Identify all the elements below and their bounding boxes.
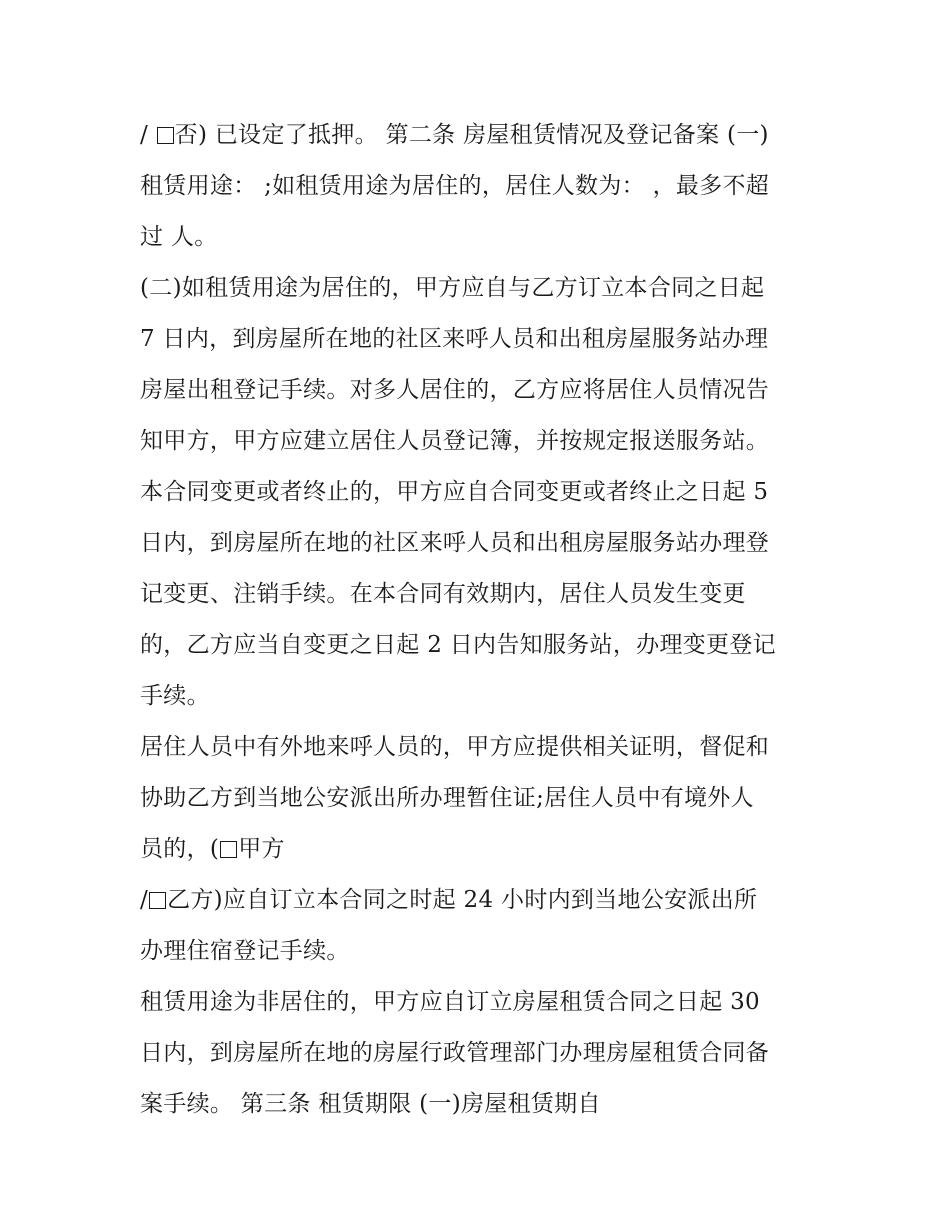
text-line (140, 467, 820, 518)
line-text: 员的，( (140, 836, 220, 862)
text-line (140, 722, 820, 773)
line-text: 协助乙方到当地公安派出所办理暂住证;居住人员中有境外人 (140, 785, 754, 811)
line-text: 否) 已设定了抵押。 第二条 房屋租赁情况及登记备案 (一) (174, 122, 769, 148)
line-text: 乙方)应自订立本合同之时起 24 小时内到当地公安派出所 (167, 887, 758, 913)
text-line (140, 110, 820, 161)
line-text: 日内，到房屋所在地的社区来呼人员和出租房屋服务站办理登 (140, 530, 770, 556)
line-text: (二)如租赁用途为居住的，甲方应自与乙方订立本合同之日起 (140, 275, 765, 301)
text-line (140, 824, 820, 875)
document-body (140, 110, 820, 1130)
line-text: / (140, 887, 149, 913)
text-line (140, 977, 820, 1028)
line-text: 日内，到房屋所在地的房屋行政管理部门办理房屋租赁合同备 (140, 1040, 770, 1066)
line-text: 居住人员中有外地来呼人员的，甲方应提供相关证明，督促和 (140, 734, 770, 760)
line-text: 租赁用途： ;如租赁用途为居住的，居住人数为： ，最多不超 (140, 173, 770, 199)
text-line (140, 671, 820, 722)
text-line (140, 620, 820, 671)
line-text: 房屋出租登记手续。对多人居住的，乙方应将居住人员情况告 (140, 377, 770, 403)
text-line (140, 365, 820, 416)
text-line (140, 518, 820, 569)
checkbox-icon (220, 841, 237, 858)
line-text: 甲方 (238, 836, 285, 862)
line-text: 过 人。 (140, 224, 218, 250)
line-text: 手续。 (140, 683, 210, 709)
text-line (140, 314, 820, 365)
line-text: 记变更、注销手续。在本合同有效期内，居住人员发生变更 (140, 581, 746, 607)
text-line (140, 569, 820, 620)
checkbox-icon (149, 892, 166, 909)
text-line (140, 926, 820, 977)
text-line (140, 875, 820, 926)
text-line (140, 773, 820, 824)
text-line (140, 263, 820, 314)
line-text: / (140, 122, 156, 148)
line-text: 本合同变更或者终止的，甲方应自合同变更或者终止之日起 5 (140, 479, 769, 505)
text-line (140, 1028, 820, 1079)
text-line (140, 161, 820, 212)
line-text: 案手续。 第三条 租赁期限 (一)房屋租赁期自 (140, 1091, 601, 1117)
checkbox-icon (157, 127, 174, 144)
line-text: 的，乙方应当自变更之日起 2 日内告知服务站，办理变更登记 (140, 632, 776, 658)
text-line (140, 416, 820, 467)
line-text: 租赁用途为非居住的，甲方应自订立房屋租赁合同之日起 30 (140, 989, 760, 1015)
line-text: 7 日内，到房屋所在地的社区来呼人员和出租房屋服务站办理 (140, 326, 769, 352)
text-line (140, 1079, 820, 1130)
text-line (140, 212, 820, 263)
line-text: 知甲方，甲方应建立居住人员登记簿，并按规定报送服务站。 (140, 428, 770, 454)
line-text: 办理住宿登记手续。 (140, 938, 350, 964)
